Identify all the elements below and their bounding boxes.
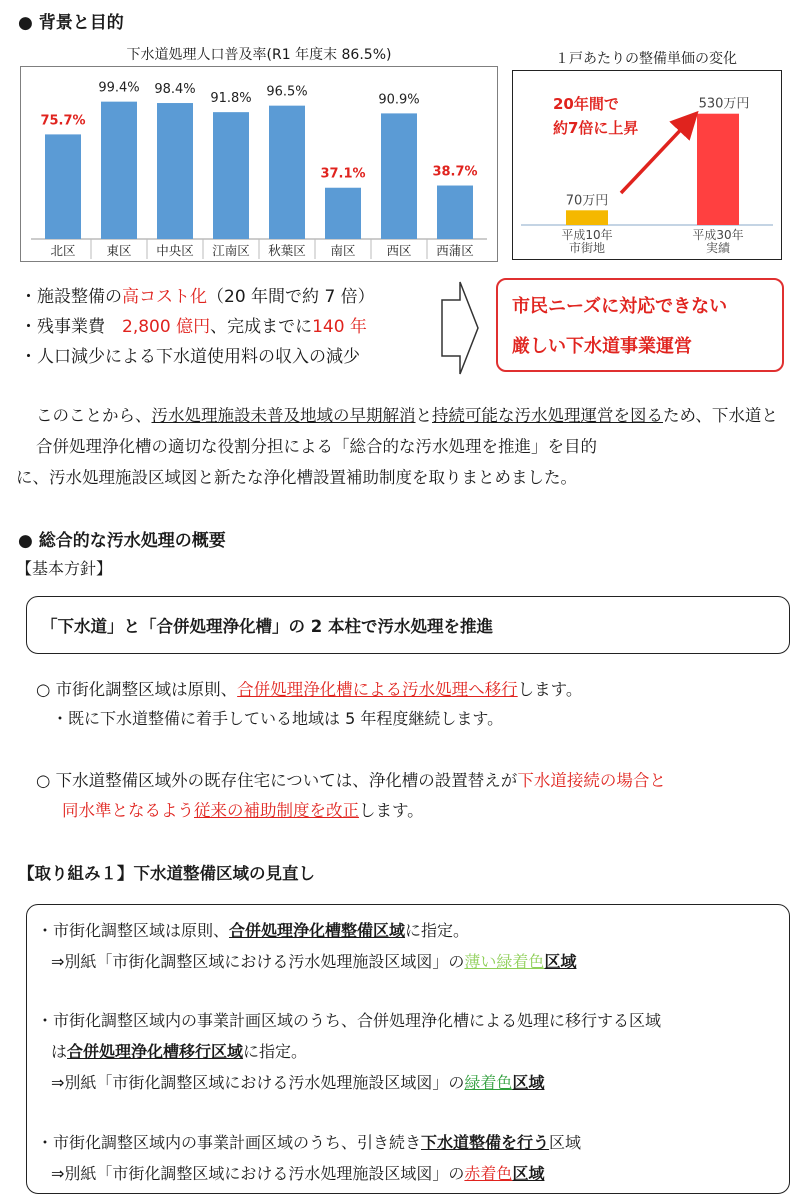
policy-item-line — [36, 796, 786, 826]
coverage-bar-chart-svg — [21, 67, 497, 261]
data-label: 70万円 — [565, 193, 609, 209]
basic-policy-label: 【基本方針】 — [16, 559, 113, 578]
policy-item-text: ○ 下水道整備区域外の既存住宅については、浄化槽の設置替えが — [36, 771, 518, 790]
section-heading-initiative-1: 【取り組み１】下水道整備区域の見直し — [18, 864, 315, 883]
data-label: 38.7% — [432, 164, 478, 180]
paragraph-line: に、汚水処理施設区域図と新たな浄化槽設置補助制度を取りまとめました。 — [16, 468, 577, 487]
issue-item — [20, 342, 375, 372]
paragraph-underline: 持続可能な汚水処理運営を図る — [432, 406, 663, 425]
policy-item-highlight: 合併処理浄化槽による汚水処理へ移行 — [237, 680, 518, 699]
initiative-box — [26, 904, 790, 1194]
policy-box — [26, 596, 790, 654]
initiative-item-3 — [37, 1127, 581, 1189]
bar — [437, 186, 473, 239]
initiative-bold: 区域 — [544, 952, 577, 971]
data-label: 37.1% — [320, 166, 366, 182]
issue-highlight: 2,800 億円 — [122, 317, 211, 337]
data-label: 98.4% — [154, 82, 196, 98]
tick-label: 秋葉区 — [268, 243, 306, 258]
policy-item-line — [36, 766, 786, 796]
initiative-text: ・市街化調整区域は原則、 — [37, 921, 230, 940]
tick-label: 平成10年 — [561, 228, 613, 242]
right-arrow-icon — [438, 278, 482, 378]
initiative-color-green: 緑着色 — [464, 1073, 513, 1092]
initiative-ref-line — [37, 946, 576, 977]
issues-list — [20, 282, 375, 372]
section-heading-overview: ● 総合的な汚水処理の概要 — [18, 531, 226, 551]
purpose-paragraph — [16, 400, 786, 493]
issue-item — [20, 312, 375, 342]
policy-item-highlight: 従来の補助制度を改正 — [194, 801, 359, 820]
issue-highlight: 高コスト化 — [122, 287, 207, 307]
bar — [566, 210, 608, 225]
initiative-line — [37, 1036, 661, 1067]
initiative-text: ⇒別紙「市街化調整区域における汚水処理施設区域図」の — [51, 1164, 465, 1183]
initiative-item-2 — [37, 1005, 661, 1098]
chart1-title: 下水道処理人口普及率(R1 年度末 86.5%) — [126, 47, 392, 63]
tick-label: 中央区 — [156, 243, 194, 258]
policy-item-text: します。 — [517, 680, 583, 699]
initiative-bold: 合併処理浄化槽整備区域 — [229, 921, 406, 940]
bar — [269, 106, 305, 239]
policy-item-1 — [36, 676, 582, 700]
section-heading-background: ● 背景と目的 — [18, 13, 124, 33]
paragraph-text: と — [415, 406, 432, 425]
annotation-line1: 20年間で — [553, 95, 619, 113]
callout-line1: 市民ニーズに対応できない — [512, 296, 728, 317]
data-label: 90.9% — [378, 92, 420, 108]
policy-item-text: ○ 市街化調整区域は原則、 — [36, 680, 238, 699]
data-label: 91.8% — [210, 91, 252, 107]
tick-label: 実績 — [705, 241, 731, 255]
initiative-text: ⇒別紙「市街化調整区域における汚水処理施設区域図」の — [51, 1073, 465, 1092]
issue-text: ・残事業費 — [20, 317, 122, 337]
callout-line2: 厳しい下水道事業運営 — [512, 336, 692, 357]
initiative-item-1 — [37, 915, 576, 977]
issue-text: 、完成までに — [210, 317, 313, 337]
bar — [213, 112, 249, 239]
policy-item-2 — [36, 766, 786, 826]
tick-label: 西区 — [386, 243, 412, 258]
annotation-line2: 約7倍に上昇 — [553, 119, 639, 137]
initiative-text: ⇒別紙「市街化調整区域における汚水処理施設区域図」の — [51, 952, 465, 971]
bar — [101, 102, 137, 239]
chart2-title: １戸あたりの整備単価の変化 — [555, 51, 737, 67]
initiative-ref-line — [37, 1158, 581, 1189]
paragraph-text: ため、下水道と合併処理浄化槽の適切な役割分担による「総合的な汚水処理を推進」を目的 — [36, 406, 778, 456]
coverage-bar-chart — [20, 66, 498, 262]
tick-label: 北区 — [50, 243, 76, 258]
bar — [381, 113, 417, 239]
data-label: 99.4% — [98, 80, 140, 96]
bar — [45, 134, 81, 239]
tick-label: 西蒲区 — [436, 243, 474, 258]
callout-box — [496, 278, 784, 372]
unit-cost-chart-svg — [513, 71, 781, 259]
policy-item-text: します。 — [359, 801, 424, 820]
initiative-bold: 合併処理浄化槽移行区域 — [67, 1042, 244, 1061]
tick-label: 南区 — [330, 243, 356, 258]
paragraph-underline: 汚水処理施設未普及地域の早期解消 — [151, 406, 416, 425]
tick-label: 平成30年 — [692, 228, 744, 242]
data-label: 530万円 — [698, 96, 750, 112]
initiative-line — [37, 1127, 581, 1158]
tick-label: 江南区 — [212, 243, 250, 258]
initiative-color-red: 赤着色 — [464, 1164, 513, 1183]
initiative-bold: 区域 — [512, 1073, 545, 1092]
data-label: 75.7% — [40, 113, 86, 129]
initiative-bold: 区域 — [512, 1164, 545, 1183]
initiative-text: ・市街化調整区域内の事業計画区域のうち、引き続き — [37, 1133, 422, 1152]
initiative-bold: 下水道整備を行う — [421, 1133, 550, 1152]
bar — [157, 103, 193, 239]
policy-item-highlight: 同水準となるよう — [62, 801, 194, 820]
paragraph-text: このことから、 — [36, 406, 152, 425]
tick-label: 東区 — [106, 243, 132, 258]
policy-item-highlight: 下水道接続の場合と — [517, 771, 666, 790]
initiative-color-light-green: 薄い緑着色 — [464, 952, 545, 971]
initiative-line: ・市街化調整区域内の事業計画区域のうち、合併処理浄化槽による処理に移行する区域 — [37, 1011, 662, 1030]
bar — [325, 188, 361, 239]
initiative-text: に指定。 — [243, 1042, 308, 1061]
initiative-text: 区域 — [549, 1133, 582, 1152]
issue-item — [20, 282, 375, 312]
initiative-line — [37, 915, 576, 946]
policy-text: 「下水道」と「合併処理浄化槽」の 2 本柱で汚水処理を推進 — [41, 617, 493, 636]
issue-text: ・人口減少による下水道使用料の収入の減少 — [20, 347, 360, 367]
bar — [697, 114, 739, 225]
issue-highlight: 140 年 — [312, 317, 367, 337]
issue-text: ・施設整備の — [20, 287, 122, 307]
paragraph-line — [16, 400, 786, 462]
policy-item-1-sub: ・既に下水道整備に着手している地域は 5 年程度継続します。 — [52, 709, 504, 728]
data-label: 96.5% — [266, 84, 308, 100]
initiative-ref-line — [37, 1067, 661, 1098]
unit-cost-chart — [512, 70, 782, 260]
initiative-text: に指定。 — [405, 921, 470, 940]
tick-label: 市街地 — [568, 241, 606, 255]
issue-text: （20 年間で約 7 倍） — [207, 287, 375, 307]
initiative-text: は — [51, 1042, 68, 1061]
